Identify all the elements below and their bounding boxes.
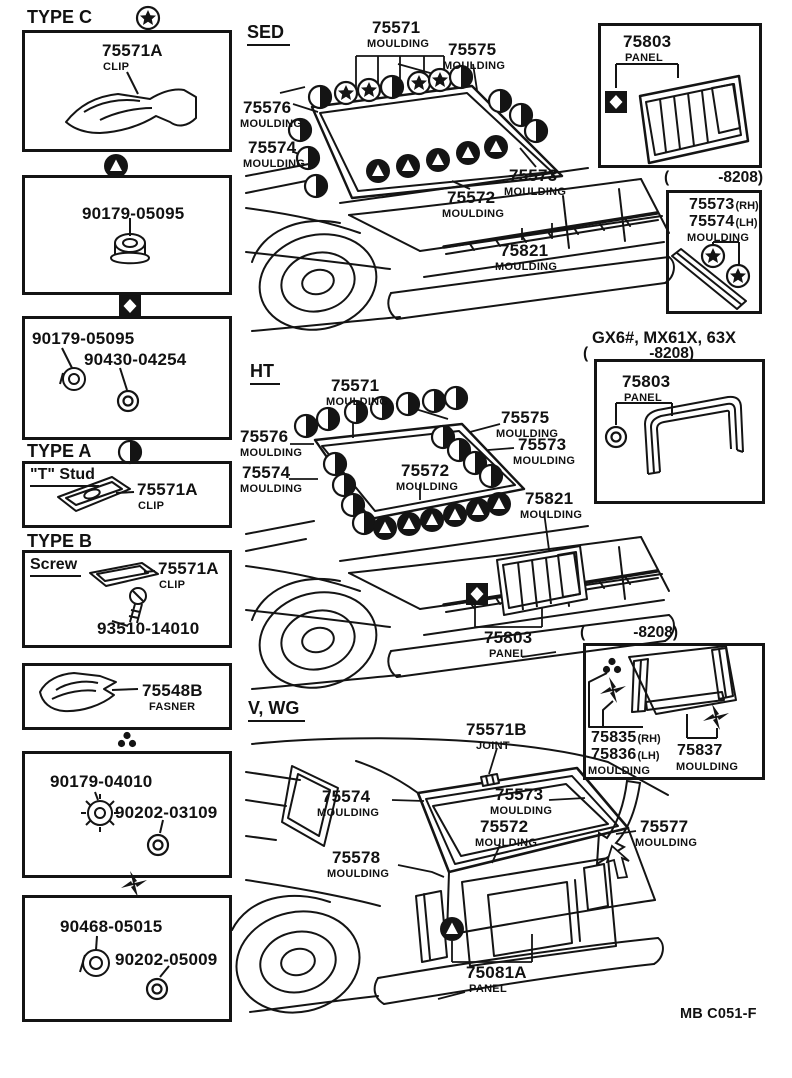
part-number: 75821 xyxy=(525,489,574,508)
side-tag: (RH) xyxy=(735,200,759,212)
part-sub: MOULDING xyxy=(442,208,505,220)
part-number: 75573 xyxy=(495,785,544,804)
part-number: 75575 xyxy=(448,40,497,59)
ht-license-garnish-drawing xyxy=(497,546,587,615)
label-sed-75571 xyxy=(367,18,430,50)
part-sub: MOULDING xyxy=(243,158,306,170)
part-sub: MOULDING xyxy=(513,455,576,467)
part-number: 75578 xyxy=(332,848,381,867)
part-sub: MOULDING xyxy=(240,447,303,459)
part-number: 90179-04010 xyxy=(50,772,153,791)
part-sub: MOULDING xyxy=(520,509,583,521)
label-screw-part xyxy=(32,330,134,347)
label-typeb-75571a xyxy=(158,560,219,591)
part-number: 75576 xyxy=(243,98,292,117)
label-vwg-75572 xyxy=(475,817,538,849)
part-sub: JOINT xyxy=(476,740,510,752)
wagon-rear-drawing xyxy=(227,738,668,1024)
part-number: 75081A xyxy=(466,963,527,982)
label-75835-75836 xyxy=(588,729,661,777)
gx-panel-box xyxy=(594,359,765,504)
part-number: 75574 xyxy=(689,213,735,230)
label-ht-75572 xyxy=(396,461,459,493)
label-sed-75574 xyxy=(243,138,306,170)
part-number: 75573 xyxy=(509,166,558,185)
figure-code: MB C051-F xyxy=(680,1006,757,1022)
type-b-heading: TYPE B xyxy=(27,531,93,551)
label-rh-lh-moulding xyxy=(689,196,759,244)
ht-heading: HT xyxy=(250,361,280,385)
star-icon xyxy=(137,7,159,29)
part-number: 75571A xyxy=(102,41,163,60)
label-typec-75571a xyxy=(102,42,163,73)
part-sub: MOULDING xyxy=(240,118,303,130)
part-sub: MOULDING xyxy=(495,261,558,273)
part-number: 90179-05095 xyxy=(82,204,185,223)
t-stud-method-label: "T" Stud xyxy=(30,466,99,487)
label-bolt-part1 xyxy=(60,918,162,935)
part-number: 75803 xyxy=(484,628,533,647)
half-circle-icon xyxy=(119,441,141,463)
label-sed-75573 xyxy=(504,166,567,198)
part-sub: MOULDING xyxy=(504,186,567,198)
part-sub: MOULDING xyxy=(475,837,538,849)
label-grommet-part xyxy=(84,351,186,368)
part-sub: MOULDING xyxy=(588,765,651,777)
part-number: 75836 xyxy=(591,746,637,763)
part-sub: CLIP xyxy=(138,500,165,512)
part-sub: MOULDING xyxy=(367,38,430,50)
side-tag: (LH) xyxy=(735,217,758,229)
part-sub: MOULDING xyxy=(326,396,389,408)
part-sub: MOULDING xyxy=(687,232,750,244)
part-sub: MOULDING xyxy=(490,805,553,817)
part-number: 75572 xyxy=(480,817,529,836)
part-number: 90202-05009 xyxy=(115,950,218,969)
side-tag: (RH) xyxy=(637,733,661,745)
label-75803-panel xyxy=(623,33,671,64)
part-sub: MOULDING xyxy=(496,428,559,440)
range-open: ( xyxy=(583,345,589,362)
label-ht-75573 xyxy=(513,435,576,467)
club-icon xyxy=(118,732,136,747)
range-open: ( xyxy=(580,624,586,641)
label-ht-75821 xyxy=(520,489,583,521)
label-typeb-screw xyxy=(97,620,199,637)
label-ht-75576 xyxy=(240,428,302,459)
part-number: 75574 xyxy=(322,787,371,806)
part-sub: CLIP xyxy=(103,61,130,73)
gx-range-8208 xyxy=(583,345,694,363)
part-sub: MOULDING xyxy=(396,481,459,493)
part-sub: FASNER xyxy=(149,701,196,713)
part-number: 90468-05015 xyxy=(60,917,163,936)
part-sub: PANEL xyxy=(624,392,662,404)
quarter-range-8208 xyxy=(580,624,678,642)
part-sub: MOULDING xyxy=(443,60,506,72)
part-number: 90202-03109 xyxy=(115,803,218,822)
range-open: ( xyxy=(664,169,670,186)
type-c-heading: TYPE C xyxy=(27,7,93,27)
label-vwg-75081a xyxy=(466,964,527,995)
diamond-icon xyxy=(466,583,488,605)
label-vwg-75574 xyxy=(317,787,380,819)
side-tag: (LH) xyxy=(637,750,660,762)
label-vwg-75578 xyxy=(327,848,390,880)
type-a-heading: TYPE A xyxy=(27,441,92,461)
screw-method-label: Screw xyxy=(30,556,81,577)
gx-heading: GX6#, MX61X, 63X xyxy=(592,329,736,347)
label-75837 xyxy=(677,743,738,773)
part-sub: MOULDING xyxy=(635,837,698,849)
label-retainer-part1 xyxy=(50,773,152,790)
part-sub: MOULDING xyxy=(676,761,739,773)
part-number: 75821 xyxy=(500,241,549,260)
part-number: 75571 xyxy=(331,376,380,395)
part-number: 90430-04254 xyxy=(84,350,187,369)
range-end: -8208) xyxy=(633,624,678,641)
part-number: 75837 xyxy=(677,742,723,759)
part-sub: PANEL xyxy=(469,983,507,995)
part-number: 75571 xyxy=(372,18,421,37)
label-nut-part xyxy=(82,205,184,222)
label-sed-75576 xyxy=(240,98,303,130)
part-sub: MOULDING xyxy=(327,868,390,880)
label-retainer-part2 xyxy=(115,804,217,821)
label-fastener xyxy=(142,682,203,713)
triangle-icon xyxy=(440,917,464,941)
part-number: 75574 xyxy=(242,463,291,482)
label-gx-75803 xyxy=(622,373,670,404)
sed-heading: SED xyxy=(247,22,290,46)
part-number: 75571A xyxy=(158,559,219,578)
part-number: 75577 xyxy=(640,817,689,836)
label-vwg-75571b xyxy=(466,721,527,752)
part-sub: PANEL xyxy=(489,648,527,660)
label-sed-75572 xyxy=(442,188,505,220)
label-vwg-75577 xyxy=(635,817,698,849)
label-vwg-75573 xyxy=(490,785,553,817)
vwg-heading: V, WG xyxy=(248,698,305,722)
range-end: -8208) xyxy=(649,345,694,362)
nut-box xyxy=(22,175,232,295)
label-ht-75571 xyxy=(326,376,389,408)
part-number: 75573 xyxy=(689,196,735,213)
part-number: 93510-14010 xyxy=(97,619,200,638)
part-sub: PANEL xyxy=(625,52,663,64)
label-ht-75574 xyxy=(242,464,302,495)
diamond-icon xyxy=(119,295,141,317)
part-number: 75571A xyxy=(137,480,198,499)
part-number: 75803 xyxy=(622,372,671,391)
part-sub: CLIP xyxy=(159,579,186,591)
part-number: 75803 xyxy=(623,32,672,51)
label-bolt-part2 xyxy=(115,951,217,968)
part-number: 75835 xyxy=(591,729,637,746)
part-sub: MOULDING xyxy=(317,807,380,819)
label-typea-75571a xyxy=(137,481,198,512)
range-8208 xyxy=(664,169,763,187)
part-number: 75573 xyxy=(518,435,567,454)
part-number: 75575 xyxy=(501,408,550,427)
part-number: 90179-05095 xyxy=(32,329,135,348)
part-number: 75571B xyxy=(466,720,527,739)
part-number: 75572 xyxy=(401,461,450,480)
range-end: -8208) xyxy=(718,169,763,186)
label-sed-75821 xyxy=(495,241,558,273)
part-number: 75574 xyxy=(248,138,297,157)
label-sed-75575 xyxy=(443,40,506,72)
part-number: 75572 xyxy=(447,188,496,207)
label-ht-75803 xyxy=(484,629,532,660)
part-number: 75548B xyxy=(142,681,203,700)
part-sub: MOULDING xyxy=(240,483,303,495)
part-number: 75576 xyxy=(240,427,289,446)
